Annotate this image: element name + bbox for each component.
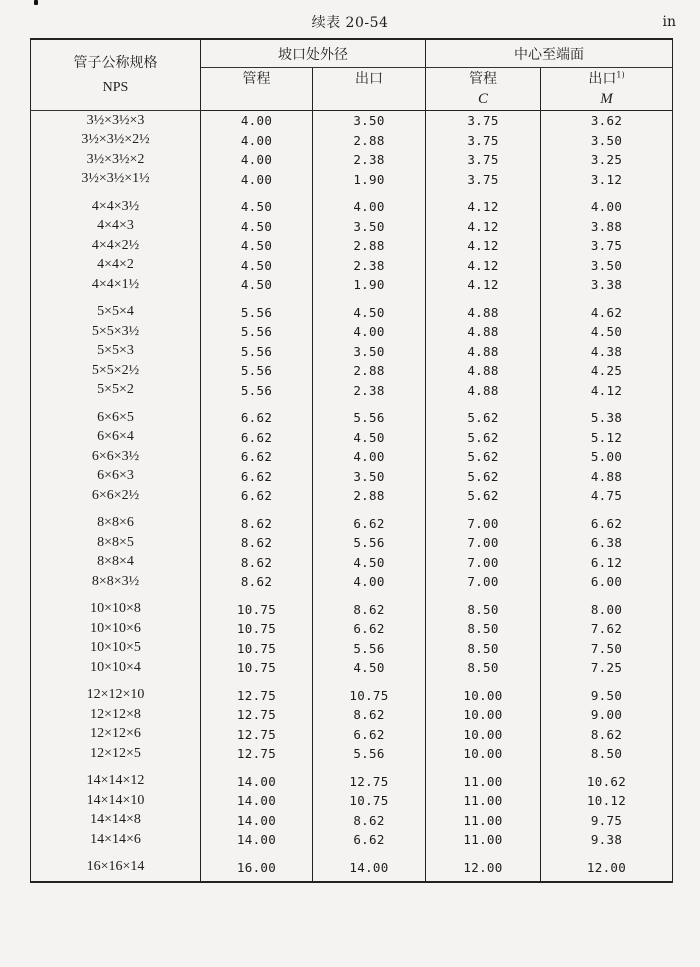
- cell-od-run: 8.62: [201, 533, 313, 553]
- cell-od-run: 4.50: [201, 256, 313, 276]
- table-row: [31, 658, 673, 678]
- cell-c: 3.75: [426, 111, 541, 131]
- cell-m: 7.62: [541, 619, 673, 639]
- cell-m: 3.62: [541, 111, 673, 131]
- cell-od-run: 14.00: [201, 764, 313, 792]
- cell-c: 12.00: [426, 850, 541, 883]
- cell-c: 7.00: [426, 572, 541, 592]
- header-cte-run: 管程: [426, 68, 541, 89]
- cell-nps: 6×6×2½: [31, 486, 201, 506]
- cell-m: 4.25: [541, 361, 673, 381]
- table-row: [31, 189, 673, 217]
- cell-m: 10.12: [541, 791, 673, 811]
- cell-od-outlet: 2.38: [313, 381, 426, 401]
- cell-od-outlet: 6.62: [313, 725, 426, 745]
- cell-m: 6.12: [541, 553, 673, 573]
- header-m-symbol: M: [541, 88, 673, 111]
- cell-nps: 8×8×5: [31, 533, 201, 553]
- cell-c: 10.00: [426, 705, 541, 725]
- cell-c: 4.12: [426, 217, 541, 237]
- table-row: [31, 553, 673, 573]
- table-row: [31, 850, 673, 883]
- cell-od-outlet: 12.75: [313, 764, 426, 792]
- table-row: [31, 791, 673, 811]
- cell-nps: 12×12×5: [31, 744, 201, 764]
- cell-od-run: 6.62: [201, 447, 313, 467]
- table-row: [31, 592, 673, 620]
- cell-od-outlet: 6.62: [313, 830, 426, 850]
- cell-od-outlet: 2.88: [313, 236, 426, 256]
- cell-od-run: 5.56: [201, 342, 313, 362]
- cell-od-outlet: 2.88: [313, 131, 426, 151]
- cell-od-run: 4.00: [201, 150, 313, 170]
- cell-c: 10.00: [426, 725, 541, 745]
- table-row: [31, 150, 673, 170]
- table-row: [31, 217, 673, 237]
- cell-od-outlet: 5.56: [313, 744, 426, 764]
- cell-od-run: 12.75: [201, 705, 313, 725]
- cell-od-run: 6.62: [201, 400, 313, 428]
- cell-m: 8.62: [541, 725, 673, 745]
- cell-od-run: 6.62: [201, 467, 313, 487]
- cell-od-outlet: 4.50: [313, 658, 426, 678]
- cell-c: 4.88: [426, 381, 541, 401]
- cell-od-outlet: 3.50: [313, 111, 426, 131]
- cell-nps: 14×14×6: [31, 830, 201, 850]
- cell-nps: 4×4×3½: [31, 189, 201, 217]
- cell-nps: 10×10×5: [31, 639, 201, 659]
- cell-m: 4.12: [541, 381, 673, 401]
- cell-nps: 6×6×5: [31, 400, 201, 428]
- cell-m: 4.00: [541, 189, 673, 217]
- cell-od-run: 4.50: [201, 217, 313, 237]
- cell-nps: 3½×3½×2: [31, 150, 201, 170]
- cell-c: 10.00: [426, 678, 541, 706]
- cell-nps: 4×4×3: [31, 217, 201, 237]
- cell-od-outlet: 4.00: [313, 447, 426, 467]
- cell-m: 5.38: [541, 400, 673, 428]
- cell-nps: 6×6×3: [31, 467, 201, 487]
- cell-m: 5.00: [541, 447, 673, 467]
- cell-od-outlet: 2.88: [313, 486, 426, 506]
- cell-m: 4.75: [541, 486, 673, 506]
- cell-c: 3.75: [426, 131, 541, 151]
- cell-od-run: 12.75: [201, 744, 313, 764]
- cell-m: 3.38: [541, 275, 673, 295]
- table-row: [31, 619, 673, 639]
- cell-nps: 5×5×2: [31, 381, 201, 401]
- cell-m: 3.25: [541, 150, 673, 170]
- cell-od-run: 8.62: [201, 572, 313, 592]
- cell-c: 4.12: [426, 236, 541, 256]
- table-row: [31, 381, 673, 401]
- cell-od-run: 4.50: [201, 275, 313, 295]
- table-row: [31, 236, 673, 256]
- cell-nps: 12×12×8: [31, 705, 201, 725]
- cell-c: 5.62: [426, 486, 541, 506]
- cell-od-outlet: 4.00: [313, 189, 426, 217]
- cell-od-outlet: 5.56: [313, 533, 426, 553]
- cell-m: 3.12: [541, 170, 673, 190]
- cell-nps: 14×14×10: [31, 791, 201, 811]
- cell-od-outlet: 14.00: [313, 850, 426, 883]
- table-row: [31, 361, 673, 381]
- cell-od-outlet: 1.90: [313, 170, 426, 190]
- header-center-to-end: 中心至端面: [426, 39, 673, 68]
- header-nps-sub: NPS: [102, 79, 129, 95]
- cell-m: 9.50: [541, 678, 673, 706]
- header-od-outlet-symbol: [313, 88, 426, 111]
- cell-od-outlet: 6.62: [313, 619, 426, 639]
- cell-nps: 5×5×2½: [31, 361, 201, 381]
- cell-od-run: 4.00: [201, 170, 313, 190]
- table-row: [31, 830, 673, 850]
- cell-m: 6.38: [541, 533, 673, 553]
- cell-m: 7.25: [541, 658, 673, 678]
- table-row: [31, 744, 673, 764]
- cell-od-outlet: 3.50: [313, 467, 426, 487]
- cell-m: 5.12: [541, 428, 673, 448]
- cell-od-outlet: 3.50: [313, 217, 426, 237]
- cell-c: 7.00: [426, 533, 541, 553]
- cell-c: 8.50: [426, 658, 541, 678]
- cell-c: 3.75: [426, 150, 541, 170]
- table-row: [31, 256, 673, 276]
- header-od-run-symbol: [201, 88, 313, 111]
- table-header: [31, 39, 673, 111]
- cell-od-outlet: 4.00: [313, 322, 426, 342]
- cell-od-outlet: 4.50: [313, 553, 426, 573]
- table-row: [31, 764, 673, 792]
- cell-od-run: 4.50: [201, 189, 313, 217]
- cell-m: 8.50: [541, 744, 673, 764]
- cell-c: 5.62: [426, 447, 541, 467]
- cell-od-run: 8.62: [201, 506, 313, 534]
- header-nps: [31, 39, 201, 111]
- cell-nps: 3½×3½×3: [31, 111, 201, 131]
- table-caption: 续表 20-54: [311, 15, 389, 31]
- tee-dimensions-table: [30, 38, 673, 883]
- table-body: [31, 111, 673, 883]
- cell-od-run: 5.56: [201, 361, 313, 381]
- header-od-outlet: 出口: [313, 68, 426, 89]
- cell-od-run: 12.75: [201, 678, 313, 706]
- table-row: [31, 275, 673, 295]
- table-row: [31, 428, 673, 448]
- cell-m: 6.00: [541, 572, 673, 592]
- cell-nps: 4×4×2½: [31, 236, 201, 256]
- table-row: [31, 400, 673, 428]
- cell-nps: 16×16×14: [31, 850, 201, 883]
- cell-m: 7.50: [541, 639, 673, 659]
- cell-c: 7.00: [426, 553, 541, 573]
- cell-od-run: 16.00: [201, 850, 313, 883]
- cell-m: 3.75: [541, 236, 673, 256]
- cell-c: 4.88: [426, 361, 541, 381]
- table-row: [31, 322, 673, 342]
- cell-c: 11.00: [426, 811, 541, 831]
- table-row: [31, 705, 673, 725]
- table-row: [31, 295, 673, 323]
- cell-m: 9.00: [541, 705, 673, 725]
- cell-c: 4.12: [426, 256, 541, 276]
- cell-od-run: 4.00: [201, 131, 313, 151]
- cell-c: 4.12: [426, 189, 541, 217]
- cell-nps: 6×6×3½: [31, 447, 201, 467]
- cell-od-outlet: 2.88: [313, 361, 426, 381]
- cell-nps: 4×4×2: [31, 256, 201, 276]
- cell-od-run: 8.62: [201, 553, 313, 573]
- cell-c: 11.00: [426, 791, 541, 811]
- cell-od-run: 6.62: [201, 428, 313, 448]
- cell-m: 4.38: [541, 342, 673, 362]
- table-row: [31, 572, 673, 592]
- table-row: [31, 725, 673, 745]
- cell-od-outlet: 6.62: [313, 506, 426, 534]
- cell-od-run: 5.56: [201, 381, 313, 401]
- cell-nps: 5×5×3: [31, 342, 201, 362]
- cell-od-run: 10.75: [201, 658, 313, 678]
- cell-nps: 5×5×4: [31, 295, 201, 323]
- table-row: [31, 342, 673, 362]
- cell-od-outlet: 10.75: [313, 791, 426, 811]
- cell-nps: 12×12×10: [31, 678, 201, 706]
- header-od-run: 管程: [201, 68, 313, 89]
- cell-c: 8.50: [426, 592, 541, 620]
- cell-od-outlet: 2.38: [313, 256, 426, 276]
- cell-m: 12.00: [541, 850, 673, 883]
- cell-m: 4.88: [541, 467, 673, 487]
- cell-od-run: 14.00: [201, 811, 313, 831]
- cell-nps: 10×10×8: [31, 592, 201, 620]
- cell-m: 9.75: [541, 811, 673, 831]
- cell-m: 8.00: [541, 592, 673, 620]
- table-row: [31, 533, 673, 553]
- header-nps-label: 管子公称规格: [73, 54, 158, 71]
- cell-nps: 8×8×6: [31, 506, 201, 534]
- cell-m: 9.38: [541, 830, 673, 850]
- table-row: [31, 131, 673, 151]
- cell-od-outlet: 5.56: [313, 639, 426, 659]
- cell-od-outlet: 4.00: [313, 572, 426, 592]
- table-row: [31, 811, 673, 831]
- unit-label: in: [662, 14, 676, 30]
- cell-od-run: 10.75: [201, 639, 313, 659]
- table-row: [31, 467, 673, 487]
- cell-m: 3.50: [541, 256, 673, 276]
- header-c-symbol: C: [426, 88, 541, 111]
- cell-nps: 10×10×4: [31, 658, 201, 678]
- cell-m: 4.62: [541, 295, 673, 323]
- table-row: [31, 506, 673, 534]
- table-row: [31, 678, 673, 706]
- table-row: [31, 639, 673, 659]
- cell-od-outlet: 8.62: [313, 592, 426, 620]
- cell-od-run: 14.00: [201, 830, 313, 850]
- table-row: [31, 447, 673, 467]
- header-cte-outlet: [541, 68, 673, 89]
- cell-c: 4.88: [426, 322, 541, 342]
- page-mark: [34, 0, 38, 5]
- cell-m: 3.88: [541, 217, 673, 237]
- cell-od-run: 5.56: [201, 322, 313, 342]
- cell-c: 3.75: [426, 170, 541, 190]
- cell-c: 8.50: [426, 619, 541, 639]
- cell-m: 10.62: [541, 764, 673, 792]
- table-row: [31, 111, 673, 131]
- cell-od-outlet: 8.62: [313, 705, 426, 725]
- cell-c: 7.00: [426, 506, 541, 534]
- cell-nps: 14×14×12: [31, 764, 201, 792]
- cell-c: 4.88: [426, 295, 541, 323]
- cell-od-outlet: 2.38: [313, 150, 426, 170]
- cell-od-run: 4.00: [201, 111, 313, 131]
- cell-nps: 3½×3½×2½: [31, 131, 201, 151]
- cell-nps: 10×10×6: [31, 619, 201, 639]
- cell-od-outlet: 1.90: [313, 275, 426, 295]
- header-cte-outlet-label: 出口: [588, 71, 617, 87]
- cell-od-outlet: 8.62: [313, 811, 426, 831]
- footnote-ref: 1): [616, 70, 625, 80]
- cell-c: 11.00: [426, 830, 541, 850]
- cell-nps: 8×8×3½: [31, 572, 201, 592]
- cell-nps: 3½×3½×1½: [31, 170, 201, 190]
- cell-od-outlet: 10.75: [313, 678, 426, 706]
- cell-nps: 14×14×8: [31, 811, 201, 831]
- cell-od-run: 14.00: [201, 791, 313, 811]
- table-row: [31, 486, 673, 506]
- cell-nps: 6×6×4: [31, 428, 201, 448]
- cell-od-run: 10.75: [201, 619, 313, 639]
- cell-c: 5.62: [426, 467, 541, 487]
- cell-od-run: 6.62: [201, 486, 313, 506]
- cell-c: 4.12: [426, 275, 541, 295]
- cell-m: 3.50: [541, 131, 673, 151]
- cell-nps: 8×8×4: [31, 553, 201, 573]
- cell-od-run: 5.56: [201, 295, 313, 323]
- cell-nps: 12×12×6: [31, 725, 201, 745]
- cell-c: 5.62: [426, 428, 541, 448]
- cell-nps: 4×4×1½: [31, 275, 201, 295]
- cell-c: 8.50: [426, 639, 541, 659]
- cell-od-run: 4.50: [201, 236, 313, 256]
- cell-c: 10.00: [426, 744, 541, 764]
- cell-nps: 5×5×3½: [31, 322, 201, 342]
- cell-od-outlet: 4.50: [313, 428, 426, 448]
- header-bevel-od: 坡口处外径: [201, 39, 426, 68]
- cell-od-outlet: 5.56: [313, 400, 426, 428]
- cell-od-outlet: 4.50: [313, 295, 426, 323]
- cell-c: 4.88: [426, 342, 541, 362]
- cell-m: 4.50: [541, 322, 673, 342]
- table-row: [31, 170, 673, 190]
- cell-c: 5.62: [426, 400, 541, 428]
- cell-m: 6.62: [541, 506, 673, 534]
- cell-od-run: 10.75: [201, 592, 313, 620]
- cell-od-outlet: 3.50: [313, 342, 426, 362]
- cell-c: 11.00: [426, 764, 541, 792]
- cell-od-run: 12.75: [201, 725, 313, 745]
